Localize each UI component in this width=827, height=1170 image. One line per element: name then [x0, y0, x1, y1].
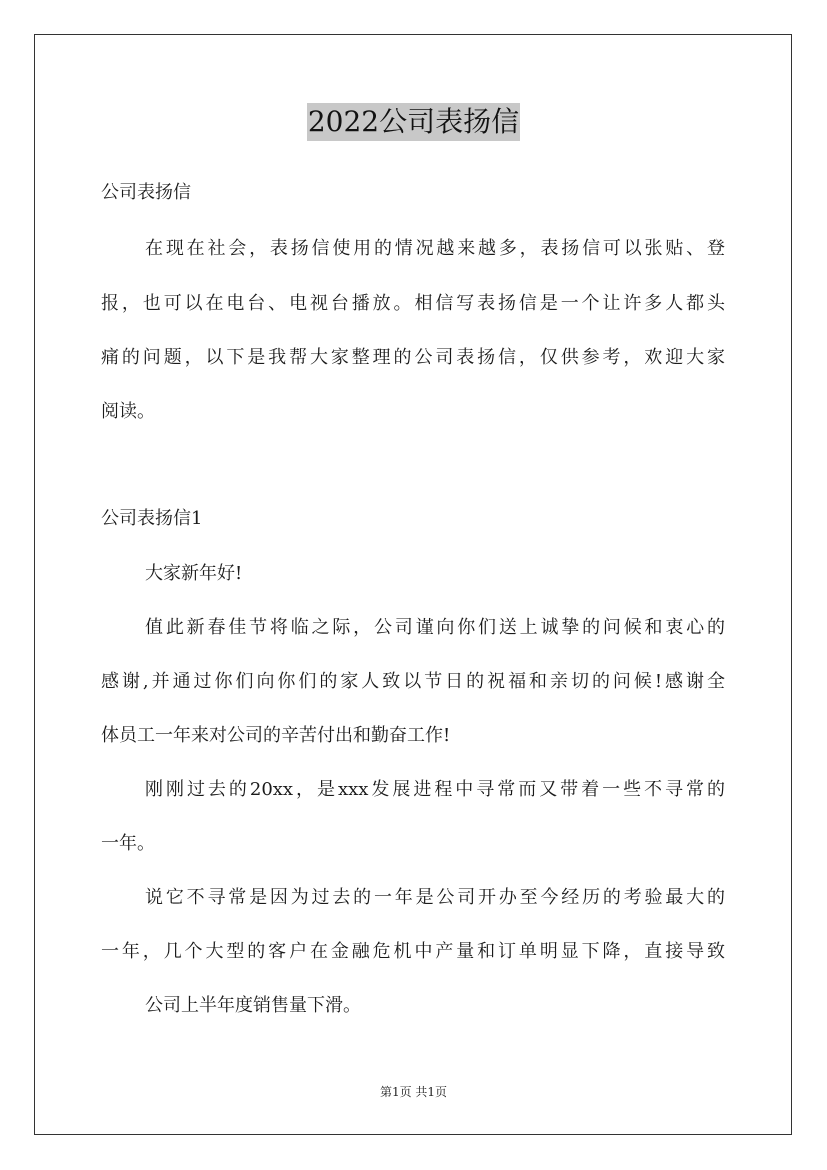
para1-line-2: 感谢,并通过你们向你们的家人致以节日的祝福和亲切的问候!感谢全: [101, 671, 725, 692]
intro-line-2: 报，也可以在电台、电视台播放。相信写表扬信是一个让许多人都头: [101, 293, 725, 314]
para2-line-1: 刚刚过去的20xx，是xxx发展进程中寻常而又带着一些不寻常的: [145, 779, 725, 800]
intro-line-1: 在现在社会，表扬信使用的情况越来越多，表扬信可以张贴、登: [145, 238, 725, 259]
intro-heading: 公司表扬信: [101, 182, 191, 203]
document-title: 2022公司表扬信: [307, 103, 520, 141]
para1-line-3: 体员工一年来对公司的辛苦付出和勤奋工作!: [101, 725, 451, 746]
para1-line-1: 值此新春佳节将临之际，公司谨向你们送上诚挚的问候和衷心的: [145, 617, 725, 638]
intro-line-3: 痛的问题，以下是我帮大家整理的公司表扬信，仅供参考，欢迎大家: [101, 347, 725, 368]
para2-line-2: 一年。: [101, 833, 155, 854]
greeting: 大家新年好!: [145, 563, 243, 584]
para3-line-2: 一年，几个大型的客户在金融危机中产量和订单明显下降，直接导致: [101, 941, 725, 962]
title-container: [0, 103, 827, 141]
para3-line-3: 公司上半年度销售量下滑。: [145, 995, 361, 1016]
section-heading: 公司表扬信1: [101, 508, 203, 529]
page-footer: 第1页 共1页: [379, 1085, 448, 1099]
intro-line-4: 阅读。: [101, 401, 155, 422]
para3-line-1: 说它不寻常是因为过去的一年是公司开办至今经历的考验最大的: [145, 887, 725, 908]
